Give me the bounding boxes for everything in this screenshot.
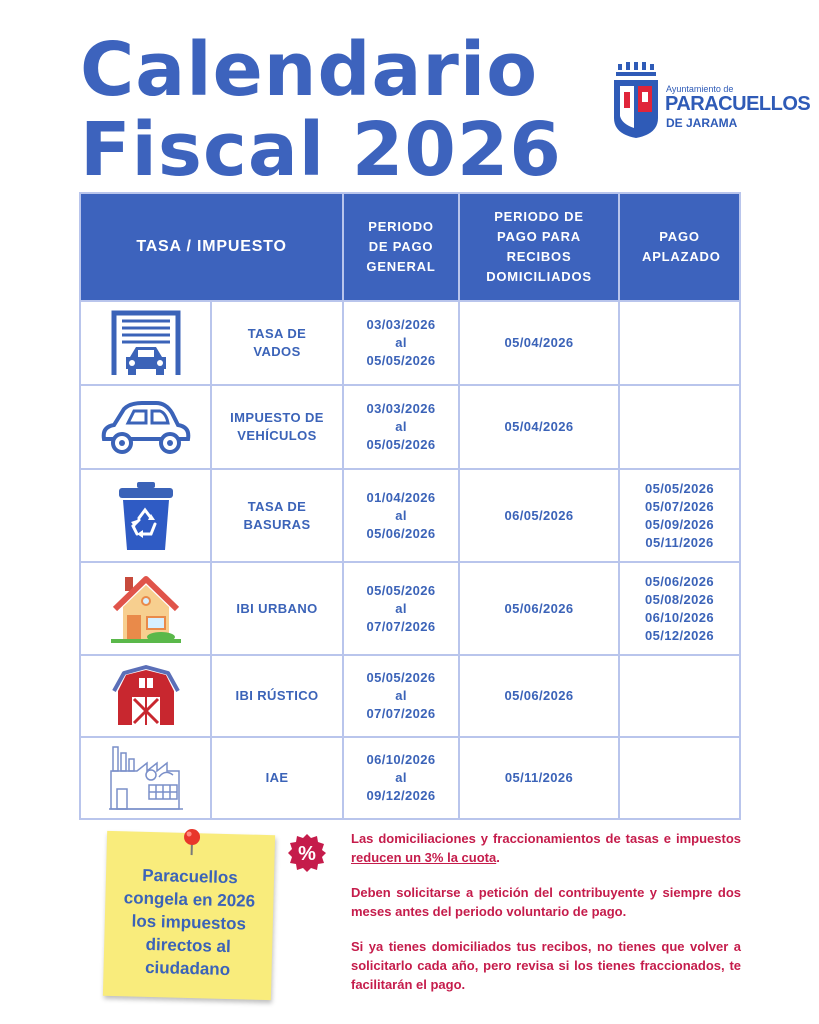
header-periodo-domiciliados: PERIODO DE PAGO PARA RECIBOS DOMICILIADOS (459, 193, 619, 301)
car-icon (80, 385, 211, 469)
fiscal-calendar-table (79, 192, 741, 820)
aplazado-dates: 05/05/2026 05/07/2026 05/09/2026 05/11/2026 (619, 469, 740, 562)
tax-name: IBI URBANO (211, 562, 343, 655)
header-pago-aplazado: PAGO APLAZADO (619, 193, 740, 301)
sticky-note (103, 831, 275, 1000)
tax-name: IAE (211, 737, 343, 819)
domiciliado-date: 05/04/2026 (459, 385, 619, 469)
table-row (80, 469, 740, 562)
aplazado-dates (619, 385, 740, 469)
logo-subtitle: DE JARAMA (666, 116, 738, 130)
tax-name: IBI RÚSTICO (211, 655, 343, 737)
info-paragraph-1: Las domiciliaciones y fraccionamientos de tasas e impuestos reducen un 3% la cuota. (351, 831, 741, 865)
logo-name: PARACUELLOS (665, 93, 811, 115)
general-period: 03/03/2026 al 05/05/2026 (343, 385, 459, 469)
info-paragraph-2: Deben solicitarse a petición del contribuyente y siempre dos meses antes del periodo voluntario de pago. (351, 885, 741, 919)
table-row (80, 737, 740, 819)
barn-icon (80, 655, 211, 737)
aplazado-dates (619, 737, 740, 819)
table-row (80, 301, 740, 385)
note-text: Paracuellos congela en 2026 los impuestos directos al ciudadano (123, 865, 256, 980)
factory-icon (80, 737, 211, 819)
domiciliado-date: 06/05/2026 (459, 469, 619, 562)
pushpin-icon (181, 827, 204, 858)
title-line-1: Calendario (80, 27, 539, 113)
recycle-bin-icon (80, 469, 211, 562)
table-row (80, 655, 740, 737)
title-line-2: Fiscal 2026 (80, 107, 562, 193)
aplazado-dates (619, 301, 740, 385)
header-periodo-general: PERIODO DE PAGO GENERAL (343, 193, 459, 301)
logo-top-text: Ayuntamiento de (666, 84, 734, 94)
header-tasa: TASA / IMPUESTO (80, 193, 343, 301)
general-period: 05/05/2026 al 07/07/2026 (343, 562, 459, 655)
page-title (80, 27, 562, 193)
domiciliado-date: 05/06/2026 (459, 562, 619, 655)
tax-name: IMPUESTO DE VEHÍCULOS (211, 385, 343, 469)
info-paragraph-3: Si ya tienes domiciliados tus recibos, no tienes que volver a solicitarlo cada año, pero revisa si los tienes fraccionados, te facilitarán el pago. (351, 939, 741, 992)
general-period: 01/04/2026 al 05/06/2026 (343, 469, 459, 562)
table-row (80, 562, 740, 655)
percent-badge (287, 833, 327, 873)
aplazado-dates: 05/06/2026 05/08/2026 06/10/2026 05/12/2026 (619, 562, 740, 655)
info-text (351, 829, 741, 1010)
general-period: 05/05/2026 al 07/07/2026 (343, 655, 459, 737)
table-header-row (80, 193, 740, 301)
table-row (80, 385, 740, 469)
house-icon (80, 562, 211, 655)
general-period: 03/03/2026 al 05/05/2026 (343, 301, 459, 385)
tax-name: TASA DE BASURAS (211, 469, 343, 562)
general-period: 06/10/2026 al 09/12/2026 (343, 737, 459, 819)
municipal-logo (612, 62, 811, 142)
svg-text:%: % (298, 843, 316, 865)
domiciliado-date: 05/11/2026 (459, 737, 619, 819)
coat-of-arms-icon (612, 62, 662, 140)
domiciliado-date: 05/06/2026 (459, 655, 619, 737)
garage-car-icon (80, 301, 211, 385)
percent-icon (287, 833, 327, 873)
domiciliado-date: 05/04/2026 (459, 301, 619, 385)
aplazado-dates (619, 655, 740, 737)
tax-name: TASA DE VADOS (211, 301, 343, 385)
